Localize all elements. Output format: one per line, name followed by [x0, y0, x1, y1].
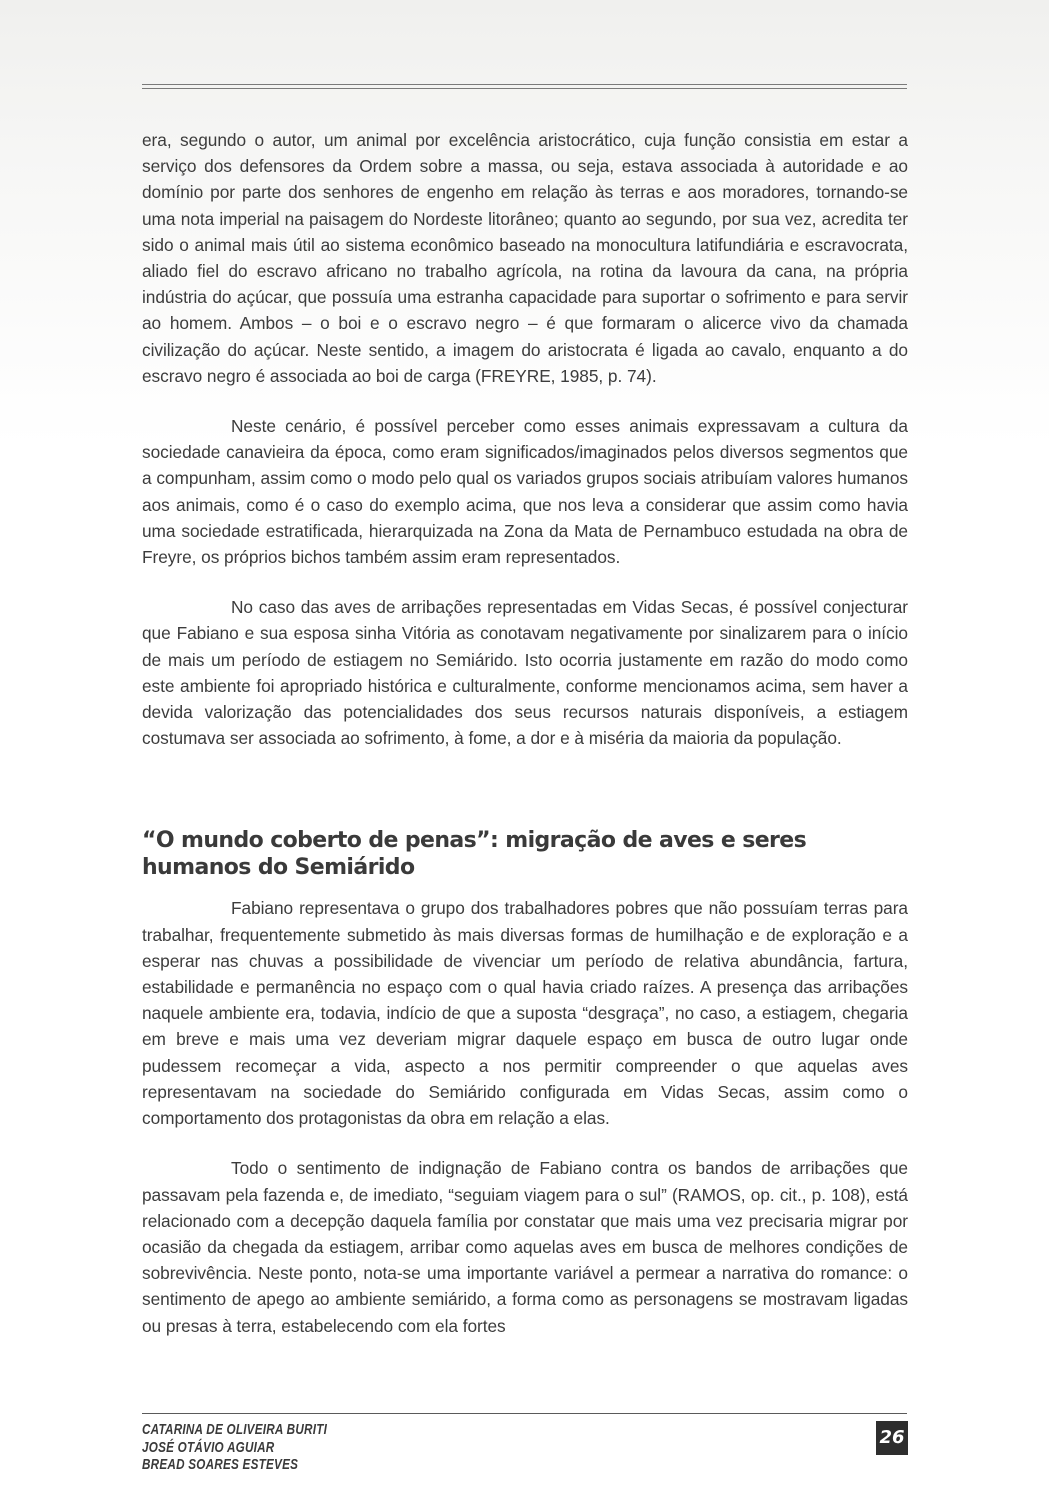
footer-rule [142, 1413, 907, 1414]
author-name: BREAD SOARES ESTEVES [142, 1456, 299, 1473]
footer-authors [142, 1421, 327, 1474]
page-number: 26 [876, 1421, 908, 1455]
paragraph: Fabiano representava o grupo dos trabalhadores pobres que não possuíam terras para trabalhar, frequentemente submetido às mais diversas formas de humilhação e de exploração e a esperar nas chuvas a possibilidade de vivenciar um período de relativa abundância, fartura, estabilidade e permanência no espaço com o qual havia criado raízes. A presença das arribações naquele ambiente era, todavia, indício de que a suposta “desgraça”, no caso, a estiagem, chegaria em breve e mais uma vez deveriam migrar daquele espaço em busca de outro lugar onde pudessem recomeçar a vida, aspecto a nos permitir compreender o que aquelas aves representavam na sociedade do Semiárido configurada em Vidas Secas, assim como o comportamento dos protagonistas da obra em relação a elas. [142, 898, 908, 1129]
header-rule-line-top [142, 84, 907, 85]
paragraph: No caso das aves de arribações representadas em Vidas Secas, é possível conjecturar que Fabiano e sua esposa sinha Vitória as conotavam negativamente por sinalizarem para o início de mais um período de estiagem no Semiárido. Isto ocorria justamente em razão do modo como este ambiente foi apropriado histórica e culturalmente, conforme mencionamos acima, sem haver a devida valorização das potencialidades dos seus recursos naturais disponíveis, a estiagem costumava ser associada ao sofrimento, à fome, a dor e à miséria da maioria da população. [142, 597, 908, 749]
paragraph-continuation: era, segundo o autor, um animal por excelência aristocrático, cuja função consistia em estar a serviço dos defensores da Ordem sobre a massa, ou seja, estava associada à autoridade e ao domínio por parte dos senhores de engenho em relação às terras e aos moradores, tornando-se uma nota imperial na paisagem do Nordeste litorâneo; quanto ao segundo, por sua vez, acredita ter sido o animal mais útil ao sistema econômico baseado na monocultura latifundiária e escravocrata, aliado fiel do escravo africano no trabalho agrícola, na rotina da lavoura da cana, na própria indústria do açúcar, que possuía uma estranha capacidade para suportar o sofrimento e para servir ao homem. Ambos – o boi e o escravo negro – é que formaram o alicerce vivo da chamada civilização do açúcar. Neste sentido, a imagem do aristocrata é ligada ao cavalo, enquanto a do escravo negro é associada ao boi de carga (FREYRE, 1985, p. 74). [142, 130, 908, 386]
paragraph: Neste cenário, é possível perceber como esses animais expressavam a cultura da sociedade canavieira da época, como eram significados/imaginados pelos diversos segmentos que a compunham, assim como o modo pelo qual os variados grupos sociais atribuíam valores humanos aos animais, como é o caso do exemplo acima, que nos leva a considerar que assim como havia uma sociedade estratificada, hierarquizada na Zona da Mata de Pernambuco estudada na obra de Freyre, os próprios bichos também assim eram representados. [142, 416, 908, 568]
author-name: CATARINA DE OLIVEIRA BURITI [142, 1421, 328, 1438]
body-text [142, 127, 908, 1339]
header-rule-line-bottom [142, 88, 907, 89]
header-double-rule [142, 84, 907, 91]
author-name: JOSÉ OTÁVIO AGUIAR [142, 1438, 275, 1456]
paragraph: Todo o sentimento de indignação de Fabiano contra os bandos de arribações que passavam pela fazenda e, de imediato, “seguiam viagem para o sul” (RAMOS, op. cit., p. 108), está relacionado com a decepção daquela família por constatar que mais uma vez precisaria migrar por ocasião da chegada da estiagem, arribar como aquelas aves em busca de melhores condições de sobrevivência. Neste ponto, nota-se uma importante variável a permear a narrativa do romance: o sentimento de apego ao ambiente semiárido, a forma como as personagens se mostravam ligadas ou presas à terra, estabelecendo com ela fortes [142, 1158, 908, 1336]
section-heading: “O mundo coberto de penas”: migração de aves e seres humanos do Semiárido [142, 828, 807, 881]
